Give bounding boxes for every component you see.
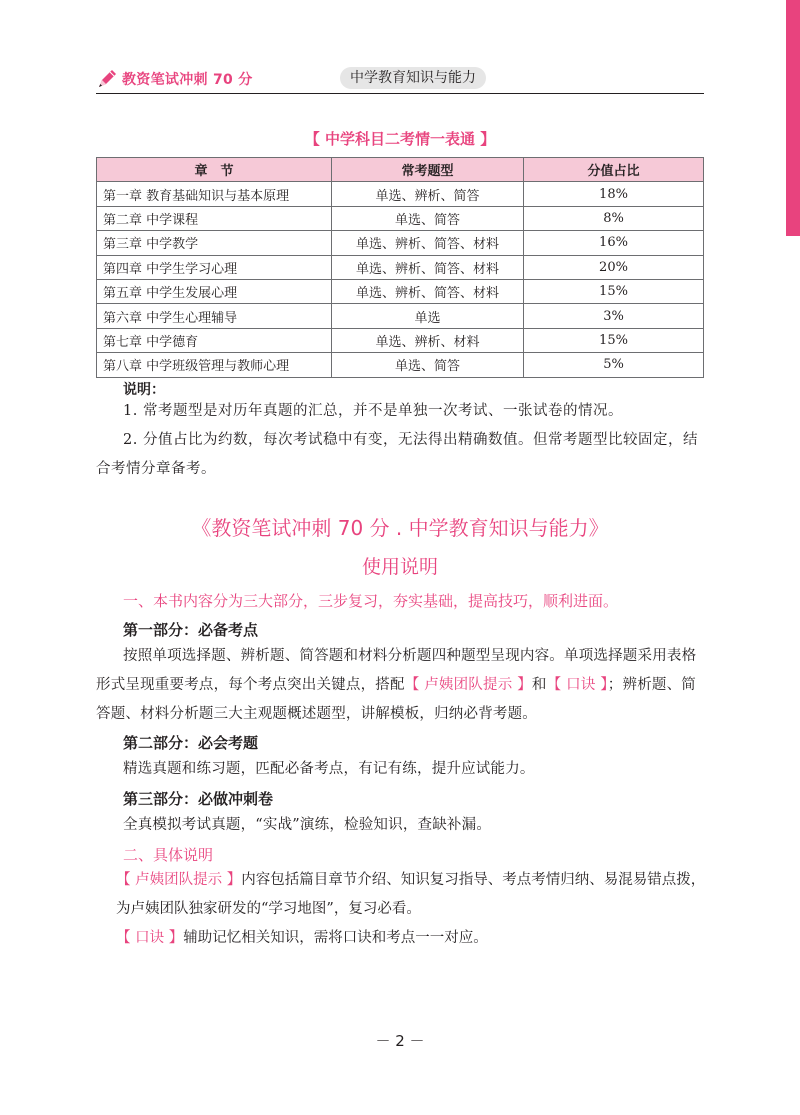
table-row (97, 328, 704, 352)
cell-chapter: 第七章 中学德育 (97, 328, 332, 352)
tips-tag: 【 卢姨团队提示 】 (404, 677, 532, 693)
table-row (97, 279, 704, 303)
cell-type: 单选、辨析、简答、材料 (332, 279, 524, 303)
part-3-text: 全真模拟考试真题，“实战”演练，检验知识，查缺补漏。 (123, 817, 492, 833)
desc-rhyme-tag: 【 口诀 】 (116, 930, 184, 946)
table-row (97, 255, 704, 279)
section-heading-2: 二、具体说明 (123, 846, 214, 864)
desc-tips-tag: 【 卢姨团队提示 】 (116, 872, 242, 888)
cell-type: 单选、简答 (332, 206, 524, 230)
section-heading-1: 一、本书内容分为三大部分，三步复习，夯实基础，提高技巧，顺利进面。 (123, 592, 619, 610)
cell-chapter: 第六章 中学生心理辅导 (97, 304, 332, 328)
cell-type: 单选、辨析、简答、材料 (332, 231, 524, 255)
part-1-title: 第一部分：必备考点 (123, 621, 259, 639)
cell-ratio: 8% (524, 206, 704, 230)
pencil-icon (96, 68, 118, 90)
rhyme-tag: 【 口诀 】 (546, 677, 608, 693)
cell-ratio: 15% (524, 279, 704, 303)
cell-type: 单选、辨析、简答、材料 (332, 255, 524, 279)
table-row (97, 182, 704, 206)
table-row (97, 304, 704, 328)
part-1-text-b: ；辨析题、简答题、材料分析题三大主观题概述题型，讲解模板，归纳必背考题。 (96, 677, 696, 722)
table-row (97, 353, 704, 377)
cell-ratio: 5% (524, 353, 704, 377)
cell-type: 单选 (332, 304, 524, 328)
cell-chapter: 第五章 中学生发展心理 (97, 279, 332, 303)
part-2-title: 第二部分：必会考题 (123, 734, 259, 752)
cell-type: 单选、辨析、简答 (332, 182, 524, 206)
desc-tips (116, 866, 708, 924)
notes-label: 说明： (123, 382, 165, 398)
desc-rhyme (116, 924, 708, 953)
guide-title: 《教资笔试冲刺 70 分 . 中学教育知识与能力》 (191, 516, 609, 540)
part-1-text (96, 642, 708, 729)
note-item-2: 2. 分值占比为约数，每次考试稳中有变，无法得出精确数值。但常考题型比较固定，结合考情分章备考。 (96, 432, 698, 477)
cell-type: 单选、辨析、材料 (332, 328, 524, 352)
table-row (97, 231, 704, 255)
header-score-ratio: 分值占比 (524, 158, 704, 182)
header-subtitle: 中学教育知识与能力 (340, 67, 486, 89)
header-title: 教资笔试冲刺 70 分 (122, 72, 253, 88)
cell-chapter: 第三章 中学教学 (97, 231, 332, 255)
part-3-title: 第三部分：必做冲刺卷 (123, 790, 274, 808)
note-item-1: 1. 常考题型是对历年真题的汇总，并不是单独一次考试、一张试卷的情况。 (123, 403, 623, 419)
header-rule (96, 93, 704, 94)
header-chapter: 章 节 (97, 158, 332, 182)
cell-type: 单选、简答 (332, 353, 524, 377)
cell-ratio: 16% (524, 231, 704, 255)
cell-chapter: 第一章 教育基础知识与基本原理 (97, 182, 332, 206)
exam-table (96, 157, 704, 378)
cell-ratio: 15% (524, 328, 704, 352)
cell-ratio: 3% (524, 304, 704, 328)
page-header (96, 66, 704, 92)
desc-tips-text: 内容包括篇目章节介绍、知识复习指导、考点考情归纳、易混易错点拨，为卢姨团队独家研发的“学习地图”，复习必看。 (116, 872, 706, 917)
guide-subtitle: 使用说明 (361, 556, 438, 578)
table-title: 【 中学科目二考情一表通 】 (304, 130, 496, 148)
cell-chapter: 第二章 中学课程 (97, 206, 332, 230)
cell-chapter: 第四章 中学生学习心理 (97, 255, 332, 279)
part-1-and: 和 (531, 677, 547, 693)
cell-ratio: 18% (524, 182, 704, 206)
cell-ratio: 20% (524, 255, 704, 279)
desc-rhyme-text: 辅助记忆相关知识，需将口诀和考点一一对应。 (183, 930, 488, 946)
header-question-type: 常考题型 (332, 158, 524, 182)
table-row (97, 206, 704, 230)
part-1-text-a: 按照单项选择题、辨析题、简答题和材料分析题四种题型呈现内容。单项选择题采用表格形式呈现重要考点，每个考点突出关键点，搭配 (96, 648, 697, 693)
side-tab-marker (786, 0, 800, 236)
page-number: － 2 － (375, 1032, 425, 1050)
cell-chapter: 第八章 中学班级管理与教师心理 (97, 353, 332, 377)
part-2-text: 精选真题和练习题，匹配必备考点，有记有练，提升应试能力。 (123, 761, 535, 777)
table-header-row (97, 158, 704, 182)
